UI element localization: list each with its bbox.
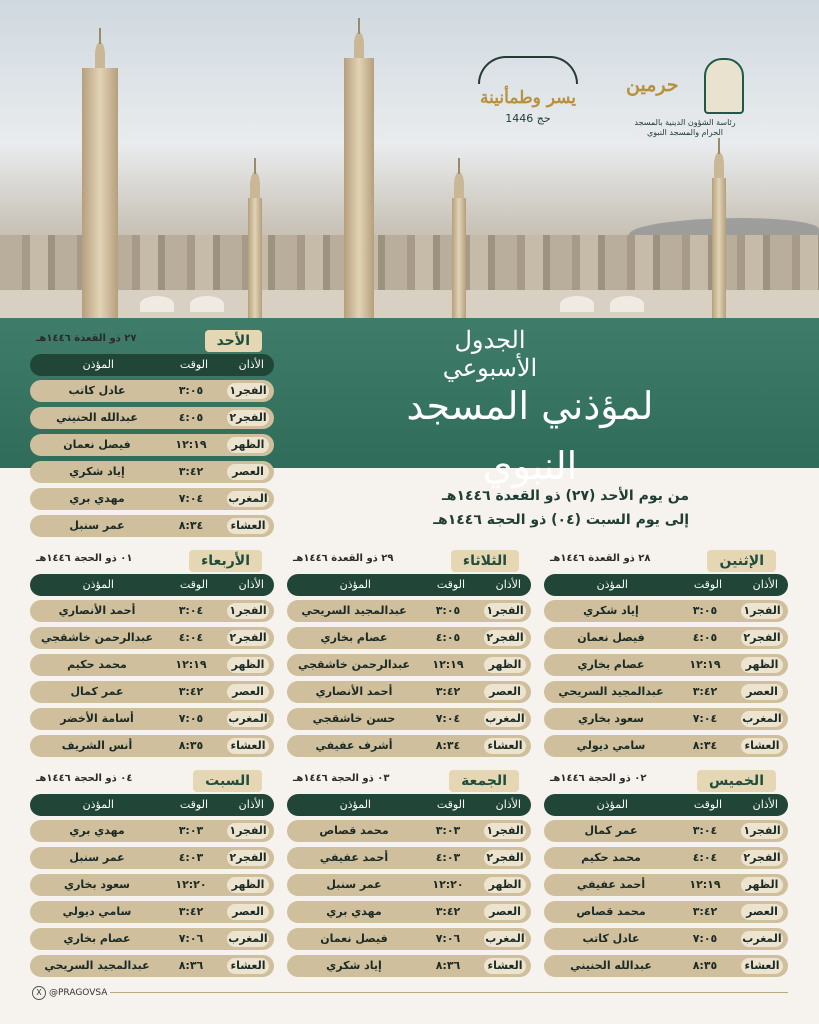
day-name: السبت <box>193 770 262 792</box>
prayer-name: المغرب <box>485 932 525 945</box>
muezzin-name: إياد شكري <box>583 604 639 617</box>
prayer-time: ٧:٠٥ <box>692 932 718 945</box>
haramain-logo-subtitle: رئاسة الشؤون الدينية بالمسجد الحرام والمسجد النبوي <box>634 118 736 137</box>
muezzin-name: عبدالله الحنيني <box>56 411 138 424</box>
prayer-name: الفجر١ <box>484 823 526 839</box>
muezzin-name: مهدي بري <box>326 905 382 918</box>
muezzin-name: محمد قصاص <box>319 824 389 837</box>
table-row <box>544 627 788 649</box>
dome-shape <box>560 296 594 312</box>
prayer-time: ٣:٠٤ <box>178 604 204 617</box>
muezzin-name: إياد شكري <box>69 465 125 478</box>
prayer-name: الظهر <box>227 437 269 453</box>
prayer-name: الفجر١ <box>227 383 269 399</box>
prayer-time: ١٢:١٩ <box>175 658 207 671</box>
column-prayer-label: الأذان <box>238 578 264 591</box>
muezzin-name: أحمد عفيفي <box>319 851 389 864</box>
column-header-row <box>544 794 788 816</box>
table-row <box>30 928 274 950</box>
prayer-time: ٧:٠٤ <box>435 712 461 725</box>
prayer-name: الفجر١ <box>484 603 526 619</box>
table-row <box>30 461 274 483</box>
prayer-time: ٣:٠٥ <box>435 604 461 617</box>
column-prayer-label: الأذان <box>495 798 521 811</box>
prayer-name: الظهر <box>227 877 269 893</box>
column-prayer-label: الأذان <box>238 798 264 811</box>
prayer-name: الفجر٢ <box>227 410 269 426</box>
day-card <box>30 330 274 540</box>
column-time-label: الوقت <box>436 578 465 591</box>
hajj-logo-title: يسر وطمأنينة <box>479 88 577 108</box>
table-row <box>287 708 531 730</box>
table-row <box>287 600 531 622</box>
muezzin-name: سعود بخاري <box>578 712 644 725</box>
column-header-row <box>287 794 531 816</box>
prayer-name: العشاء <box>227 518 269 534</box>
prayer-time: ١٢:٢٠ <box>432 878 464 891</box>
prayer-time: ١٢:٢٠ <box>175 878 207 891</box>
column-muezzin-label: المؤذن <box>596 578 628 591</box>
table-row <box>287 681 531 703</box>
hajj-logo <box>476 56 580 138</box>
table-row <box>30 627 274 649</box>
table-row <box>30 874 274 896</box>
prayer-time: ٨:٣٤ <box>178 519 204 532</box>
table-row <box>287 874 531 896</box>
footer-divider <box>110 992 788 993</box>
prayer-name: العصر <box>227 684 269 700</box>
day-name: الأحد <box>205 330 262 352</box>
muezzin-name: عصام بخاري <box>63 932 131 945</box>
table-row <box>544 928 788 950</box>
prayer-name: المغرب <box>228 932 268 945</box>
prayer-time: ٤:٠٥ <box>435 631 461 644</box>
prayer-name: المغرب <box>228 712 268 725</box>
column-header-row <box>287 574 531 596</box>
prayer-time: ٣:٠٥ <box>178 384 204 397</box>
day-card <box>30 770 274 980</box>
page-title-line1: الجدول الأسبوعي <box>442 326 538 382</box>
day-name: الأربعاء <box>189 550 262 572</box>
column-prayer-label: الأذان <box>752 798 778 811</box>
prayer-name: الفجر٢ <box>741 850 783 866</box>
prayer-time: ٣:٤٢ <box>435 905 461 918</box>
prayer-name: العصر <box>227 464 269 480</box>
x-logo-icon: X <box>32 986 46 1000</box>
column-muezzin-label: المؤذن <box>596 798 628 811</box>
prayer-name: العشاء <box>227 738 269 754</box>
page-title-line2: لمؤذني المسجد النبوي <box>406 384 654 488</box>
column-header-row <box>544 574 788 596</box>
table-row <box>30 955 274 977</box>
table-row <box>544 681 788 703</box>
prayer-time: ٣:٤٢ <box>692 685 718 698</box>
prayer-time: ٨:٣٦ <box>435 959 461 972</box>
hajj-logo-mark-icon <box>478 56 578 84</box>
muezzin-name: عادل كاتب <box>582 932 640 945</box>
day-date: ٢٩ ذو القعدة ١٤٤٦هـ <box>293 553 394 564</box>
prayer-time: ١٢:١٩ <box>689 658 721 671</box>
table-row <box>30 708 274 730</box>
table-row <box>544 600 788 622</box>
table-row <box>287 627 531 649</box>
haramain-logo-title: حرمين <box>626 74 679 96</box>
table-row <box>30 380 274 402</box>
muezzin-name: عمر كمال <box>70 685 124 698</box>
column-muezzin-label: المؤذن <box>339 578 371 591</box>
prayer-time: ٤:٠٥ <box>178 411 204 424</box>
column-time-label: الوقت <box>436 798 465 811</box>
muezzin-name: عصام بخاري <box>320 631 388 644</box>
muezzin-name: عبدالمجيد السريحي <box>301 604 407 617</box>
column-header-row <box>30 794 274 816</box>
prayer-name: الظهر <box>484 877 526 893</box>
haramain-logo <box>626 58 744 142</box>
prayer-name: المغرب <box>742 932 782 945</box>
column-muezzin-label: المؤذن <box>82 798 114 811</box>
prayer-name: الفجر١ <box>741 823 783 839</box>
prayer-time: ٨:٣٦ <box>178 959 204 972</box>
table-row <box>30 600 274 622</box>
muezzin-name: فيصل نعمان <box>320 932 388 945</box>
muezzin-name: محمد حكيم <box>581 851 641 864</box>
muezzin-name: سامي ديولي <box>576 739 646 752</box>
muezzin-name: عبدالرحمن خاشقجي <box>41 631 153 644</box>
date-range-to: إلى يوم السبت (٠٤) ذو الحجة ١٤٤٦هـ <box>433 512 689 528</box>
day-date: ٠٤ ذو الحجة ١٤٤٦هـ <box>36 773 133 784</box>
prayer-name: العصر <box>741 684 783 700</box>
table-row <box>287 735 531 757</box>
day-name: الإثنين <box>707 550 776 572</box>
table-row <box>287 928 531 950</box>
prayer-time: ٧:٠٤ <box>178 492 204 505</box>
day-date: ٢٧ ذو القعدة ١٤٤٦هـ <box>36 333 137 344</box>
prayer-time: ٤:٠٣ <box>435 851 461 864</box>
prayer-name: العصر <box>227 904 269 920</box>
muezzin-name: عصام بخاري <box>577 658 645 671</box>
minaret-shape <box>712 178 726 318</box>
prayer-name: العصر <box>741 904 783 920</box>
column-muezzin-label: المؤذن <box>339 798 371 811</box>
muezzin-name: فيصل نعمان <box>577 631 645 644</box>
muezzin-name: سعود بخاري <box>64 878 130 891</box>
minaret-shape <box>82 68 118 318</box>
muezzin-name: محمد حكيم <box>67 658 127 671</box>
prayer-time: ٤:٠٤ <box>692 851 718 864</box>
table-row <box>544 955 788 977</box>
prayer-time: ٣:٠٤ <box>692 824 718 837</box>
muezzin-name: عادل كاتب <box>68 384 126 397</box>
day-name: الجمعة <box>449 770 519 792</box>
prayer-time: ٣:٤٢ <box>435 685 461 698</box>
prayer-name: الظهر <box>484 657 526 673</box>
table-row <box>30 820 274 842</box>
day-name: الثلاثاء <box>451 550 519 572</box>
muezzin-name: أنس الشريف <box>61 739 133 752</box>
table-row <box>30 681 274 703</box>
table-row <box>544 735 788 757</box>
mosque-plaza <box>0 290 819 318</box>
column-prayer-label: الأذان <box>752 578 778 591</box>
column-header-row <box>30 354 274 376</box>
prayer-time: ٨:٣٥ <box>178 739 204 752</box>
muezzin-name: عمر سنبل <box>69 851 125 864</box>
table-row <box>544 874 788 896</box>
table-row <box>544 820 788 842</box>
prayer-time: ٣:٤٢ <box>178 465 204 478</box>
prayer-time: ٧:٠٤ <box>692 712 718 725</box>
prayer-time: ٨:٣٥ <box>692 959 718 972</box>
muezzin-name: أشرف عفيفي <box>315 739 393 752</box>
day-date: ٢٨ ذو القعدة ١٤٤٦هـ <box>550 553 651 564</box>
table-row <box>544 847 788 869</box>
muezzin-name: أحمد عفيفي <box>576 878 646 891</box>
prayer-name: الظهر <box>741 657 783 673</box>
muezzin-name: سامي ديولي <box>62 905 132 918</box>
prayer-time: ١٢:١٩ <box>432 658 464 671</box>
muezzin-name: فيصل نعمان <box>63 438 131 451</box>
table-row <box>30 407 274 429</box>
prayer-name: الفجر٢ <box>227 850 269 866</box>
prayer-name: العصر <box>484 904 526 920</box>
prayer-name: المغرب <box>485 712 525 725</box>
day-card <box>544 550 788 760</box>
muezzin-name: مهدي بري <box>69 492 125 505</box>
muezzin-name: أحمد الأنصاري <box>58 604 136 617</box>
table-row <box>544 708 788 730</box>
column-muezzin-label: المؤذن <box>82 578 114 591</box>
table-row <box>544 654 788 676</box>
minaret-shape <box>248 198 262 318</box>
day-card <box>30 550 274 760</box>
column-time-label: الوقت <box>179 798 208 811</box>
muezzin-name: أسامة الأخضر <box>60 712 134 725</box>
prayer-time: ٤:٠٥ <box>692 631 718 644</box>
table-row <box>30 515 274 537</box>
day-card <box>287 770 531 980</box>
prayer-time: ٧:٠٥ <box>178 712 204 725</box>
muezzin-name: عمر سنبل <box>326 878 382 891</box>
table-row <box>30 901 274 923</box>
column-muezzin-label: المؤذن <box>82 358 114 371</box>
prayer-time: ١٢:١٩ <box>689 878 721 891</box>
prayer-name: الفجر١ <box>227 603 269 619</box>
prayer-time: ١٢:١٩ <box>175 438 207 451</box>
table-row <box>30 735 274 757</box>
dome-shape <box>190 296 224 312</box>
prayer-time: ٨:٣٤ <box>435 739 461 752</box>
muezzin-name: أحمد الأنصاري <box>315 685 393 698</box>
prayer-name: الفجر٢ <box>741 630 783 646</box>
prayer-name: العشاء <box>227 958 269 974</box>
table-row <box>30 654 274 676</box>
column-header-row <box>30 574 274 596</box>
table-row <box>287 654 531 676</box>
prayer-time: ٣:٠٣ <box>435 824 461 837</box>
social-handle <box>32 986 107 1000</box>
prayer-time: ٣:٤٢ <box>178 905 204 918</box>
column-time-label: الوقت <box>179 578 208 591</box>
table-row <box>287 847 531 869</box>
table-row <box>544 901 788 923</box>
social-handle-text: @PRAGOVSA <box>49 988 108 998</box>
day-date: ٠٢ ذو الحجة ١٤٤٦هـ <box>550 773 647 784</box>
muezzin-name: عمر سنبل <box>69 519 125 532</box>
muezzin-name: عبدالله الحنيني <box>570 959 652 972</box>
prayer-name: العصر <box>484 684 526 700</box>
prayer-name: الفجر١ <box>741 603 783 619</box>
prayer-name: المغرب <box>228 492 268 505</box>
prayer-time: ٣:٤٢ <box>692 905 718 918</box>
prayer-name: العشاء <box>741 958 783 974</box>
table-row <box>287 820 531 842</box>
prayer-name: العشاء <box>741 738 783 754</box>
muezzin-name: عبدالمجيد السريحي <box>558 685 664 698</box>
column-time-label: الوقت <box>179 358 208 371</box>
prayer-time: ٣:٠٥ <box>692 604 718 617</box>
table-row <box>287 901 531 923</box>
prayer-name: الظهر <box>227 657 269 673</box>
minaret-shape <box>344 58 374 318</box>
column-time-label: الوقت <box>693 798 722 811</box>
muezzin-name: محمد قصاص <box>576 905 646 918</box>
prayer-time: ٨:٣٤ <box>692 739 718 752</box>
column-time-label: الوقت <box>693 578 722 591</box>
hajj-logo-year: حج 1446 <box>505 112 551 125</box>
prayer-name: الفجر٢ <box>484 850 526 866</box>
muezzin-name: مهدي بري <box>69 824 125 837</box>
day-card <box>544 770 788 980</box>
dome-shape <box>610 296 644 312</box>
prayer-name: العشاء <box>484 958 526 974</box>
dome-shape <box>140 296 174 312</box>
hero-photo-mosque <box>0 0 819 318</box>
column-prayer-label: الأذان <box>238 358 264 371</box>
day-card <box>287 550 531 760</box>
prayer-time: ٧:٠٦ <box>178 932 204 945</box>
table-row <box>30 847 274 869</box>
day-date: ٠١ ذو الحجة ١٤٤٦هـ <box>36 553 133 564</box>
prayer-time: ٣:٠٣ <box>178 824 204 837</box>
table-row <box>287 955 531 977</box>
prayer-time: ٧:٠٦ <box>435 932 461 945</box>
date-range-from: من يوم الأحد (٢٧) ذو القعدة ١٤٤٦هـ <box>441 488 689 504</box>
table-row <box>30 488 274 510</box>
muezzin-name: حسن خاشقجي <box>312 712 396 725</box>
table-row <box>30 434 274 456</box>
muezzin-name: عبدالمجيد السريحي <box>44 959 150 972</box>
day-name: الخميس <box>697 770 776 792</box>
prayer-name: الفجر٢ <box>227 630 269 646</box>
prayer-name: الفجر٢ <box>484 630 526 646</box>
prayer-time: ٤:٠٤ <box>178 631 204 644</box>
day-date: ٠٣ ذو الحجة ١٤٤٦هـ <box>293 773 390 784</box>
prayer-time: ٣:٤٢ <box>178 685 204 698</box>
muezzin-name: عمر كمال <box>584 824 638 837</box>
prayer-name: الفجر١ <box>227 823 269 839</box>
prayer-name: الظهر <box>741 877 783 893</box>
prayer-time: ٤:٠٣ <box>178 851 204 864</box>
muezzin-name: إياد شكري <box>326 959 382 972</box>
prayer-name: العشاء <box>484 738 526 754</box>
muezzin-name: عبدالرحمن خاشقجي <box>298 658 410 671</box>
column-prayer-label: الأذان <box>495 578 521 591</box>
minaret-shape <box>452 198 466 318</box>
prayer-name: المغرب <box>742 712 782 725</box>
mosque-emblem-icon <box>704 58 744 114</box>
